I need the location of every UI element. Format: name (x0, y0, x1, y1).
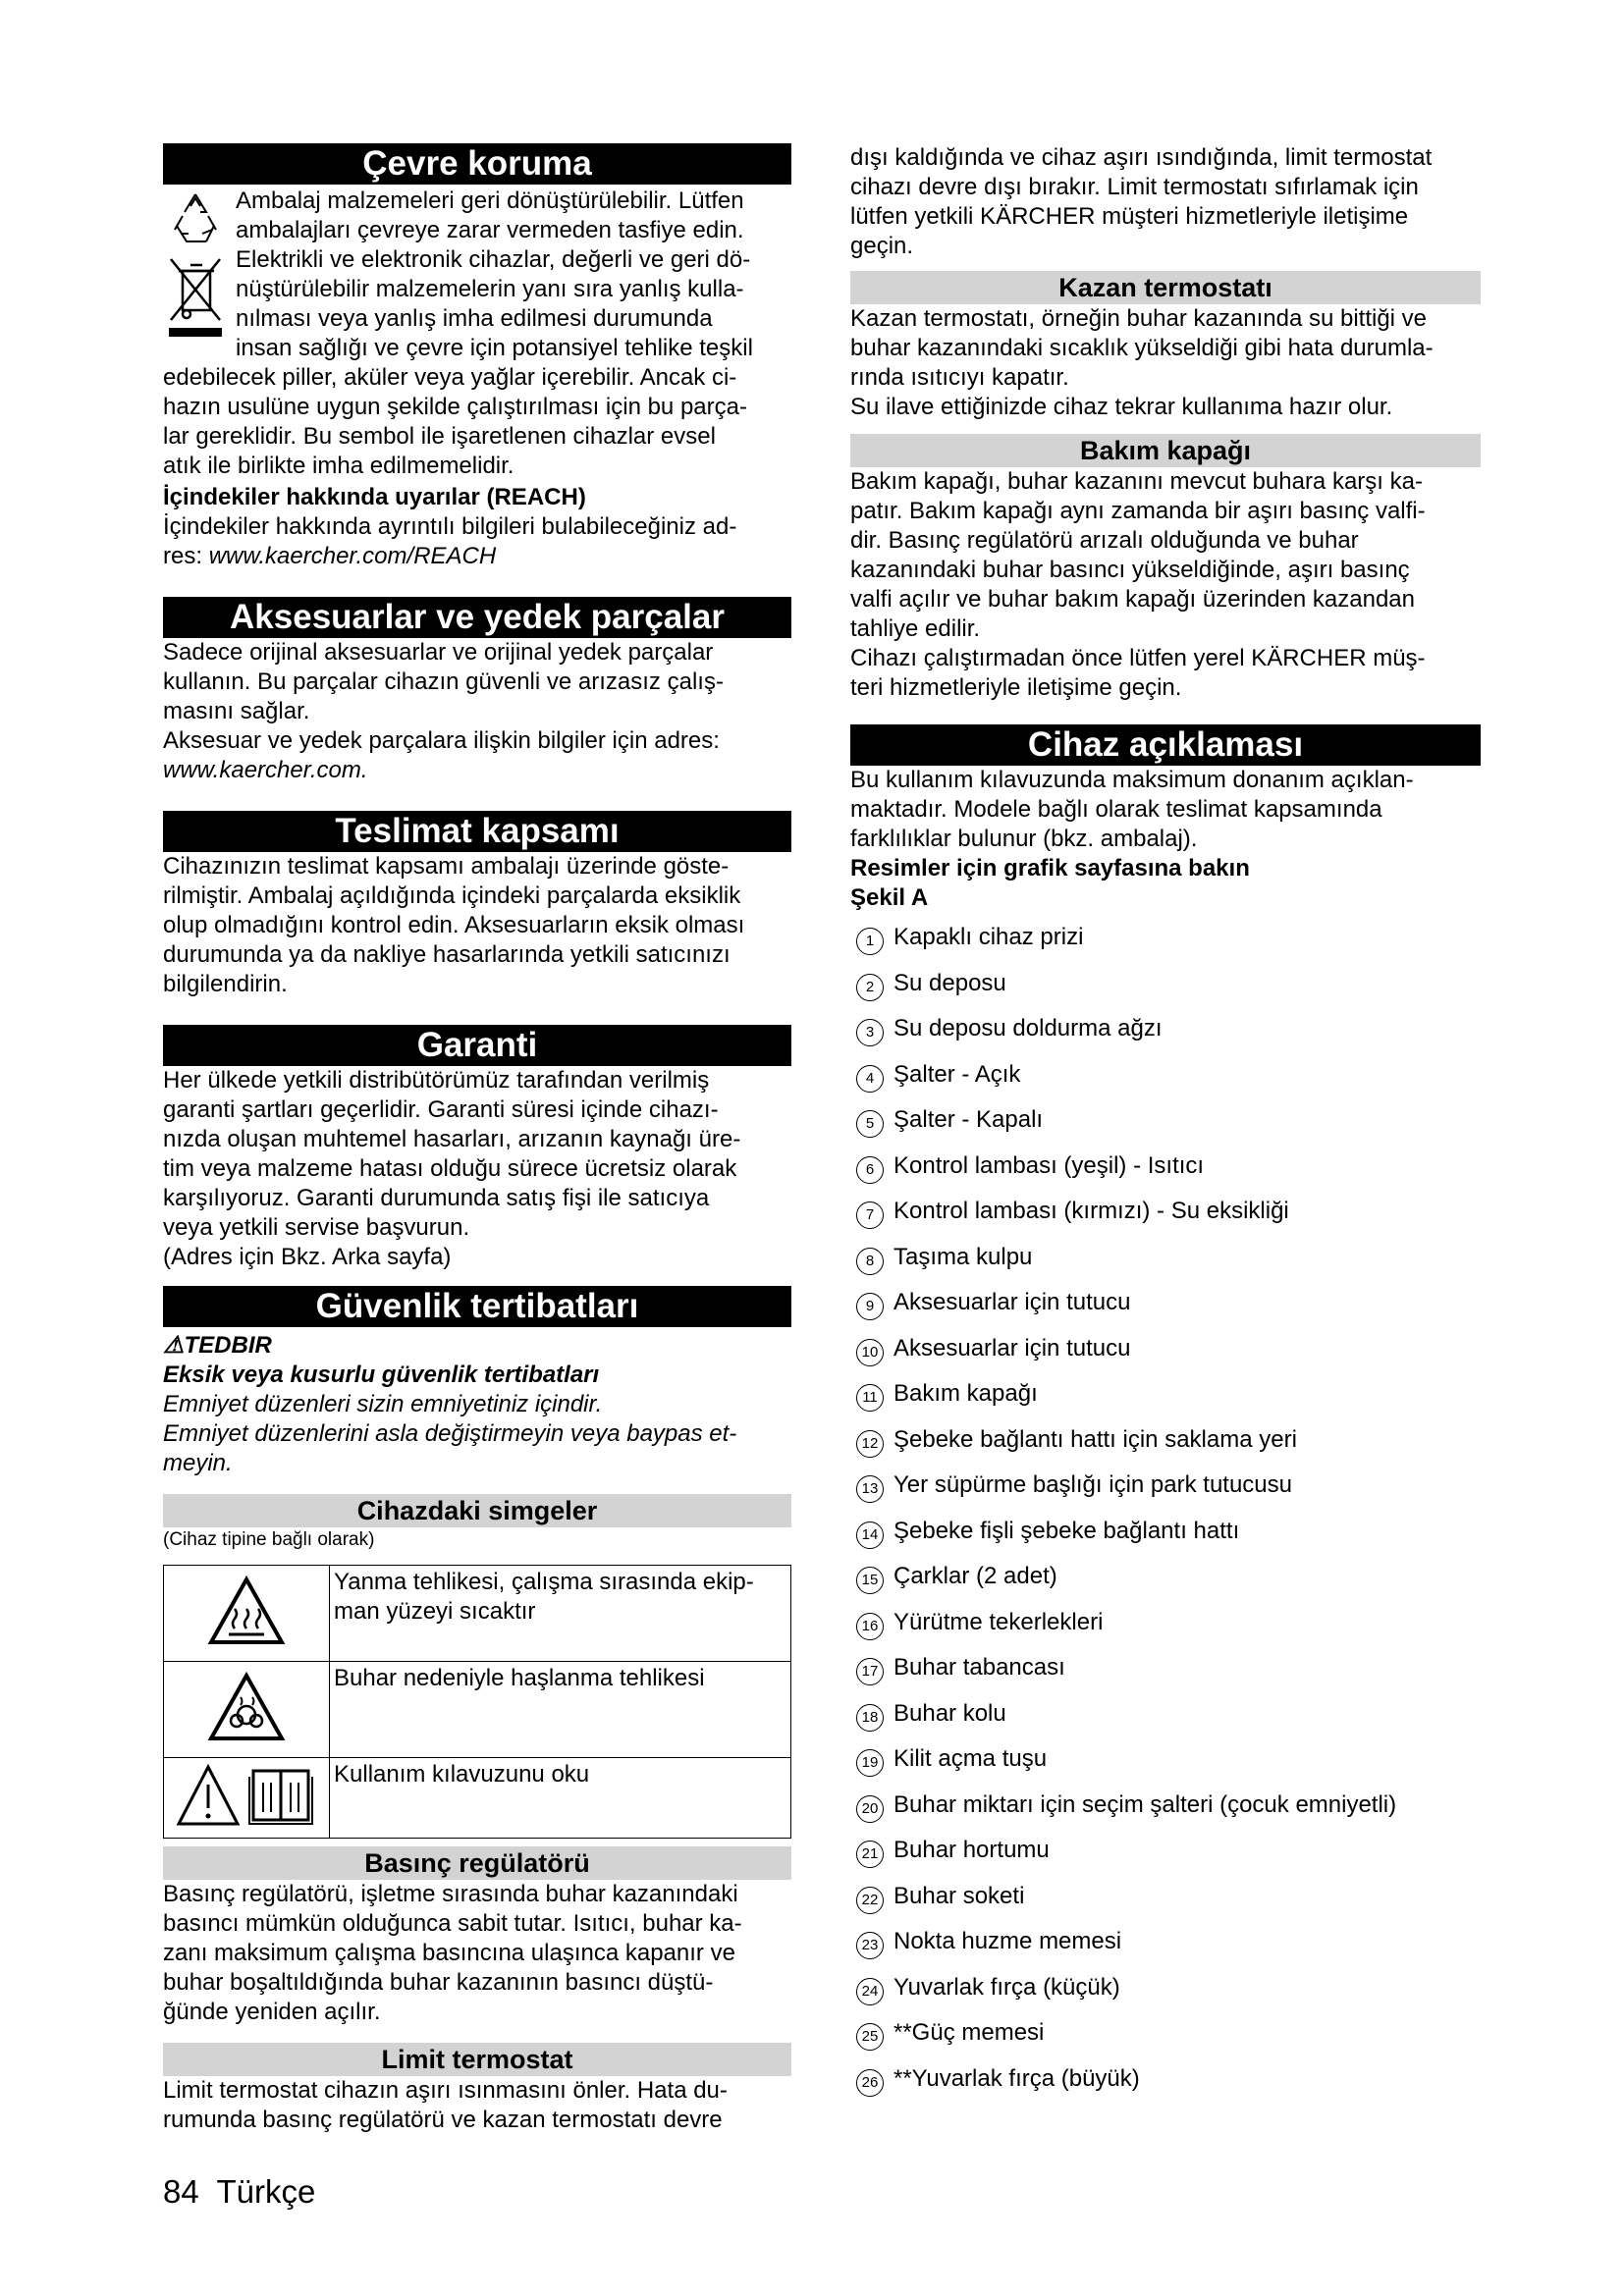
component-label: **Güç memesi (893, 2019, 1045, 2046)
weee-line-6: hazın usulüne uygun şekilde çalıştırılması için bu parça- (163, 394, 747, 420)
component-item (850, 1836, 1481, 1882)
teslimat-line-1: Cihazınızın teslimat kapsamı ambalajı üzerinde göste- (163, 853, 730, 880)
component-number-badge: 11 (856, 1384, 884, 1412)
component-number-badge: 21 (856, 1841, 884, 1868)
component-label: Buhar hortumu (893, 1837, 1050, 1863)
component-item (850, 1379, 1481, 1425)
component-label: Kilit açma tuşu (893, 1745, 1048, 1772)
kazan-line-3: rında ısıtıcıyı kapatır. (850, 364, 1069, 391)
component-item (850, 969, 1481, 1015)
component-label: Buhar tabancası (893, 1654, 1065, 1681)
symbol-row-1-line-2: man yüzeyi sıcaktır (334, 1598, 536, 1625)
weee-line-7: lar gereklidir. Bu sembol ile işaretlenen cihazlar evsel (163, 423, 716, 450)
component-item (850, 1608, 1481, 1654)
guvenlik-line-1: Emniyet düzenleri sizin emniyetiniz içindir. (163, 1391, 603, 1417)
section-heading-guvenlik: Güvenlik tertibatları (163, 1286, 791, 1327)
component-number-badge: 5 (856, 1110, 884, 1138)
kazan-line-2: buhar kazanındaki sıcaklık yükseldiği gibi hata durumla- (850, 335, 1434, 361)
aciklama-bold-2: Şekil A (850, 884, 929, 911)
aksesuar-line-4: Aksesuar ve yedek parçalara ilişkin bilgiler için adres: (163, 727, 720, 754)
symbol-table (163, 1565, 791, 1839)
component-label: Taşıma kulpu (893, 1243, 1033, 1270)
component-item (850, 1243, 1481, 1289)
page-language: Türkçe (216, 2173, 316, 2210)
reach-prefix: res: (163, 543, 209, 569)
simgeler-note: (Cihaz tipine bağlı olarak) (163, 1529, 375, 1550)
section-heading-basinc: Basınç regülatörü (163, 1846, 791, 1880)
component-item (850, 1882, 1481, 1928)
component-number-badge: 16 (856, 1613, 884, 1640)
warning-label (163, 1331, 791, 1361)
recycle-paragraph (163, 187, 791, 245)
recycle-line-2: ambalajları çevreye zarar vermeden tasfiye edin. (236, 217, 744, 243)
component-label: Yer süpürme başlığı için park tutucusu (893, 1471, 1292, 1498)
weee-line-1: Elektrikli ve elektronik cihazlar, değerli ve geri dö- (236, 246, 751, 273)
kazan-line-4: Su ilave ettiğinizde cihaz tekrar kullanıma hazır olur. (850, 394, 1393, 420)
component-number-badge: 2 (856, 974, 884, 1001)
bakim-line-1: Bakım kapağı, buhar kazanını mevcut buhara karşı ka- (850, 468, 1423, 495)
component-item (850, 1288, 1481, 1334)
reach-line-1: İçindekiler hakkında ayrıntılı bilgileri bulabileceğiniz ad- (163, 513, 737, 540)
bakim-line-4: kazanındaki buhar basıncı yükseldiğinde, aşırı basınç (850, 557, 1410, 583)
aksesuar-line-1: Sadece orijinal aksesuarlar ve orijinal yedek parçalar (163, 639, 714, 666)
basinc-line-3: zanı maksimum çalışma basıncına ulaşınca kapanır ve (163, 1940, 735, 1966)
component-number-badge: 15 (856, 1567, 884, 1594)
left-column (163, 143, 791, 2135)
component-item (850, 1790, 1481, 1837)
warning-text: TEDBIR (184, 1332, 272, 1359)
component-label: Buhar kolu (893, 1699, 1006, 1727)
component-item (850, 1562, 1481, 1608)
section-heading-aksesuar: Aksesuarlar ve yedek parçalar (163, 597, 791, 638)
section-heading-cevre: Çevre koruma (163, 143, 791, 185)
basinc-line-1: Basınç regülatörü, işletme sırasında buhar kazanındaki (163, 1881, 738, 1907)
section-heading-bakim: Bakım kapağı (850, 434, 1481, 467)
garanti-line-2: garanti şartları geçerlidir. Garanti süresi içinde cihazı- (163, 1096, 719, 1123)
component-label: Aksesuarlar için tutucu (893, 1334, 1131, 1362)
recycle-line-1: Ambalaj malzemeleri geri dönüştürülebilir. Lütfen (236, 187, 744, 214)
component-label: Kapaklı cihaz prizi (893, 924, 1084, 950)
limit-line-2: rumunda basınç regülatörü ve kazan termostatı devre (163, 2107, 723, 2133)
weee-line-8: atık ile birlikte imha edilmemelidir. (163, 453, 514, 479)
component-item (850, 1470, 1481, 1517)
component-label: Su deposu doldurma ağzı (893, 1015, 1163, 1041)
component-number-badge: 20 (856, 1795, 884, 1823)
page-footer (163, 2172, 315, 2212)
component-item (850, 1653, 1481, 1699)
component-item (850, 1744, 1481, 1790)
component-number-badge: 18 (856, 1704, 884, 1732)
component-label: Şebeke bağlantı hattı için saklama yeri (893, 1425, 1297, 1453)
basinc-line-4: buhar boşaltıldığında buhar kazanının basıncı düştü- (163, 1969, 714, 1996)
component-number-badge: 9 (856, 1293, 884, 1320)
garanti-line-1: Her ülkede yetkili distribütörümüz tarafından verilmiş (163, 1067, 710, 1094)
teslimat-line-4: durumunda ya da nakliye hasarlarında yetkili satıcınızı (163, 941, 731, 968)
component-label: Bakım kapağı (893, 1380, 1038, 1407)
read-manual-icon (173, 1761, 320, 1830)
section-heading-aciklama: Cihaz açıklaması (850, 724, 1481, 766)
component-item (850, 2018, 1481, 2064)
section-heading-garanti: Garanti (163, 1025, 791, 1066)
component-item (850, 1014, 1481, 1060)
bakim-line-3: dir. Basınç regülatörü arızalı olduğunda ve buhar (850, 527, 1359, 554)
component-label: Buhar soketi (893, 1882, 1025, 1909)
component-label: Çarklar (2 adet) (893, 1563, 1057, 1589)
component-number-badge: 13 (856, 1475, 884, 1503)
component-label: Su deposu (893, 969, 1006, 996)
component-item (850, 1927, 1481, 1973)
component-item (850, 1105, 1481, 1151)
limit-cont-line-4: geçin. (850, 233, 914, 259)
symbol-row (164, 1758, 791, 1839)
component-number-badge: 24 (856, 1978, 884, 2005)
component-item (850, 1699, 1481, 1745)
page-number: 84 (163, 2173, 199, 2210)
symbol-row-2-text: Buhar nedeniyle haşlanma tehlikesi (334, 1665, 705, 1691)
teslimat-line-2: rilmiştir. Ambalaj açıldığında içindeki parçalarda eksiklik (163, 882, 741, 909)
weee-paragraph (163, 245, 791, 481)
component-item (850, 1334, 1481, 1380)
component-number-badge: 1 (856, 928, 884, 955)
component-label: Şebeke fişli şebeke bağlantı hattı (893, 1517, 1240, 1544)
component-number-badge: 23 (856, 1932, 884, 1959)
component-number-badge: 4 (856, 1065, 884, 1093)
basinc-line-5: ğünde yeniden açılır. (163, 1999, 381, 2025)
garanti-line-3: nızda oluşan muhtemel hasarları, arızanın kaynağı üre- (163, 1126, 741, 1152)
component-label: Yürütme tekerlekleri (893, 1608, 1104, 1635)
aciklama-line-1: Bu kullanım kılavuzunda maksimum donanım açıklan- (850, 767, 1414, 793)
steam-scald-icon (207, 1670, 286, 1744)
component-number-badge: 14 (856, 1522, 884, 1549)
component-item (850, 1517, 1481, 1563)
reach-title: İçindekiler hakkında uyarılar (REACH) (163, 484, 586, 510)
component-item (850, 1060, 1481, 1106)
aciklama-line-3: farklılıklar bulunur (bkz. ambalaj). (850, 826, 1198, 852)
component-number-badge: 17 (856, 1658, 884, 1685)
component-number-badge: 12 (856, 1430, 884, 1458)
reach-line-2 (163, 542, 791, 571)
guvenlik-subtitle: Eksik veya kusurlu güvenlik tertibatları (163, 1362, 600, 1388)
aciklama-line-2: maktadır. Modele bağlı olarak teslimat kapsamında (850, 796, 1382, 823)
component-number-badge: 3 (856, 1019, 884, 1046)
section-heading-limit: Limit termostat (163, 2043, 791, 2076)
bakim-line-2: patır. Bakım kapağı aynı zamanda bir aşırı basınç valfi- (850, 498, 1426, 524)
component-label: Aksesuarlar için tutucu (893, 1289, 1131, 1315)
weee-line-5: edebilecek piller, aküler veya yağlar içerebilir. Ancak ci- (163, 364, 737, 391)
component-label: Nokta huzme memesi (893, 1928, 1122, 1954)
weee-line-4: insan sağlığı ve çevre için potansiyel tehlike teşkil (236, 335, 753, 361)
bakim-line-5: valfi açılır ve buhar bakım kapağı üzerinden kazandan (850, 586, 1416, 613)
right-column (850, 143, 1481, 2109)
teslimat-line-3: olup olmadığını kontrol edin. Aksesuarların eksik olması (163, 912, 745, 938)
symbol-row (164, 1662, 791, 1758)
component-number-badge: 8 (856, 1248, 884, 1275)
component-item (850, 923, 1481, 969)
component-label: Kontrol lambası (kırmızı) - Su eksikliği (893, 1198, 1289, 1224)
limit-cont-line-3: lütfen yetkili KÄRCHER müşteri hizmetleriyle iletişime (850, 203, 1409, 230)
aksesuar-line-2: kullanın. Bu parçalar cihazın güvenli ve arızasız çalış- (163, 668, 724, 695)
component-item (850, 1425, 1481, 1471)
guvenlik-line-2: Emniyet düzenlerini asla değiştirmeyin veya baypas et- (163, 1420, 737, 1447)
component-number-badge: 7 (856, 1201, 884, 1229)
limit-line-1: Limit termostat cihazın aşırı ısınmasını önler. Hata du- (163, 2077, 728, 2104)
garanti-line-6: veya yetkili servise başvurun. (163, 1214, 470, 1241)
bakim-line-7: Cihazı çalıştırmadan önce lütfen yerel KÄRCHER müş- (850, 645, 1426, 671)
component-item (850, 1973, 1481, 2019)
component-number-badge: 10 (856, 1339, 884, 1366)
guvenlik-line-3: meyin. (163, 1450, 233, 1476)
bakim-line-6: tahliye edilir. (850, 615, 981, 642)
symbol-row-3-text: Kullanım kılavuzunu oku (334, 1761, 590, 1788)
component-label: Şalter - Açık (893, 1060, 1021, 1088)
component-label: **Yuvarlak fırça (büyük) (893, 2064, 1140, 2092)
teslimat-line-5: bilgilendirin. (163, 971, 288, 997)
component-item (850, 1197, 1481, 1243)
component-number-badge: 26 (856, 2069, 884, 2097)
component-item (850, 1151, 1481, 1198)
aksesuar-line-3: masını sağlar. (163, 698, 310, 724)
component-number-badge: 22 (856, 1887, 884, 1914)
section-heading-teslimat: Teslimat kapsamı (163, 811, 791, 852)
component-label: Kontrol lambası (yeşil) - Isıtıcı (893, 1151, 1205, 1179)
weee-line-2: nüştürülebilir malzemelerin yanı sıra yanlış kulla- (236, 276, 744, 302)
component-number-badge: 25 (856, 2023, 884, 2051)
section-heading-kazan: Kazan termostatı (850, 271, 1481, 304)
limit-cont-line-1: dışı kaldığında ve cihaz aşırı ısındığında, limit termostat (850, 144, 1433, 171)
component-label: Şalter - Kapalı (893, 1106, 1044, 1133)
section-heading-simgeler: Cihazdaki simgeler (163, 1494, 791, 1527)
kazan-line-1: Kazan termostatı, örneğin buhar kazanında su bittiği ve (850, 305, 1428, 332)
component-label: Buhar miktarı için seçim şalteri (çocuk emniyetli) (893, 1790, 1397, 1818)
component-label: Yuvarlak fırça (küçük) (893, 1973, 1120, 2001)
aksesuar-link[interactable]: www.kaercher.com. (163, 757, 368, 783)
weee-line-3: nılması veya yanlış imha edilmesi durumunda (236, 305, 713, 332)
symbol-row-1-line-1: Yanma tehlikesi, çalışma sırasında ekip- (334, 1569, 754, 1595)
warning-icon: ⚠ (163, 1332, 185, 1359)
symbol-row (164, 1566, 791, 1662)
limit-cont-line-2: cihazı devre dışı bırakır. Limit termostatı sıfırlamak için (850, 174, 1419, 200)
component-item (850, 2064, 1481, 2110)
hot-surface-icon (207, 1574, 286, 1648)
aciklama-bold-1: Resimler için grafik sayfasına bakın (850, 855, 1250, 881)
component-list (850, 923, 1481, 2109)
reach-link[interactable]: www.kaercher.com/REACH (208, 543, 497, 569)
recycle-icon (163, 187, 228, 247)
basinc-line-2: basıncı mümkün olduğunca sabit tutar. Isıtıcı, buhar ka- (163, 1910, 742, 1937)
garanti-line-4: tim veya malzeme hatası olduğu sürece ücretsiz olarak (163, 1155, 737, 1182)
component-number-badge: 19 (856, 1749, 884, 1777)
garanti-line-5: karşılıyoruz. Garanti durumunda satış fişi ile satıcıya (163, 1185, 710, 1211)
component-number-badge: 6 (856, 1156, 884, 1184)
bakim-line-8: teri hizmetleriyle iletişime geçin. (850, 674, 1182, 701)
garanti-line-7: (Adres için Bkz. Arka sayfa) (163, 1244, 452, 1270)
crossed-bin-icon (163, 249, 228, 344)
